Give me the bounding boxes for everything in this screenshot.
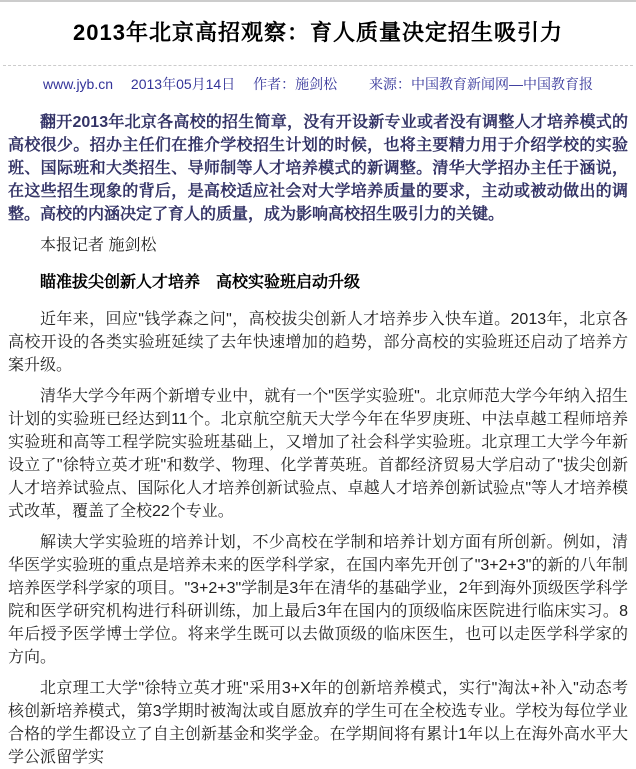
- body-paragraph: 清华大学今年两个新增专业中，就有一个"医学实验班"。北京师范大学今年纳入招生计划的实验班已经达到11个。北京航空航天大学今年在华罗庚班、中法卓越工程师培养实验班和高等工程学院实验班基础上，又增加了社会科学实验班。北京理工大学今年新设立了"徐特立英才班"和数学、物理、化学菁英班。首都经济贸易大学启动了"拔尖创新人才培养试验点、国际化人才培养创新试验点、卓越人才培养创新试验点"等人才培养模式改革，覆盖了全校22个专业。: [8, 388, 628, 520]
- byline: 本报记者 施剑松: [40, 237, 157, 254]
- article-body: [8, 111, 628, 769]
- article-meta: [0, 75, 636, 93]
- site-url: www.jyb.cn: [43, 76, 114, 92]
- author: 作者：施剑松: [253, 76, 338, 92]
- publish-date: 2013年05月14日: [130, 76, 236, 92]
- body-paragraph: 北京理工大学"徐特立英才班"采用3+X年的创新培养模式，实行"淘汰+补入"动态考核创新培养模式，第3学期时被淘汰或自愿放弃的学生可在全校选专业。学校为每位学业合格的学生都设立了自主创新基金和奖学金。在学期间将有累计1年以上在海外高水平大学公派留学实: [8, 680, 628, 766]
- source: 来源：中国教育新闻网—中国教育报: [369, 76, 593, 92]
- title-divider: [3, 65, 633, 66]
- section-heading: 瞄准拔尖创新人才培养 高校实验班启动升级: [40, 274, 361, 291]
- lead-paragraph: 翻开2013年北京各高校的招生简章，没有开设新专业或者没有调整人才培养模式的高校很少。招办主任们在推介学校招生计划的时候，也将主要精力用于介绍学校的实验班、国际班和大类招生、导师制等人才培养模式的新调整。清华大学招办主任于涵说，在这些招生现象的背后，是高校适应社会对大学培养质量的要求，主动或被动做出的调整。高校的内涵决定了育人的质量，成为影响高校招生吸引力的关键。: [8, 114, 628, 223]
- page-title: 2013年北京高招观察：育人质量决定招生吸引力: [73, 20, 563, 45]
- top-border-line: [0, 0, 636, 2]
- body-paragraph: 近年来，回应"钱学森之问"，高校拔尖创新人才培养步入快车道。2013年，北京各高校开设的各类实验班延续了去年快速增加的趋势，部分高校的实验班还启动了培养方案升级。: [8, 311, 628, 374]
- body-paragraph: 解读大学实验班的培养计划，不少高校在学制和培养计划方面有所创新。例如，清华医学实验班的重点是培养未来的医学科学家，在国内率先开创了"3+2+3"的新的八年制培养医学科学家的项目。"3+2+3"学制是3年在清华的基础学业，2年到海外顶级医学科学院和医学研究机构进行科研训练，加上最后3年在国内的顶级临床医院进行临床实习。8年后授予医学博士学位。将来学生既可以去做顶级的临床医生，也可以走医学科学家的方向。: [8, 534, 628, 666]
